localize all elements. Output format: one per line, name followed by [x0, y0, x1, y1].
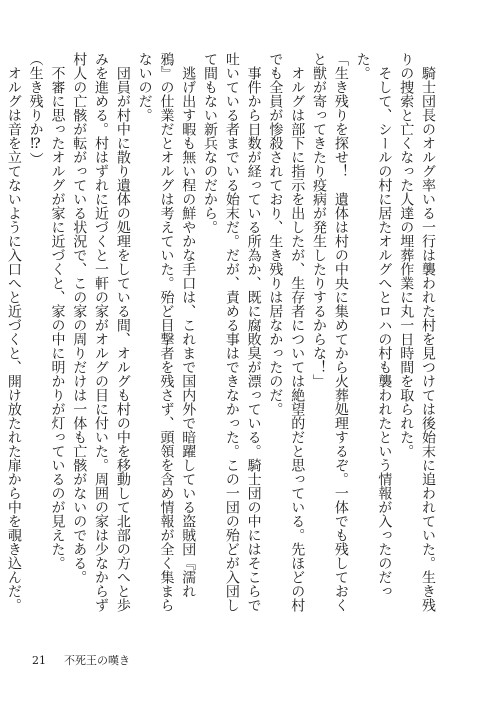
paragraph: 団員が村中に散り遺体の処理をしている間、オルグも村の中を移動して北部の方へと歩みを進める。村はずれに近づくと一軒の家がオルグの目に付いた。周囲の家は少なからず村人の亡骸が転がっている状況で、この家の周りだけは一体も亡骸がないのである。 — [71, 52, 131, 612]
body-text — [5, 52, 438, 612]
book-title: 不死王の嘆き — [64, 654, 130, 667]
page-footer — [32, 652, 130, 668]
paragraph: 騎士団長のオルグ率いる一行は襲われた村を見つけては後始末に追われていた。生き残りの捜索と亡くなった人達の埋葬作業に丸一日時間を取られた。 — [398, 52, 436, 612]
inner-thought-line: （生き残りか⁉） — [27, 52, 44, 166]
paragraph: オルグは音を立てないように入口へと近づくと、開け放たれた扉から中を覗き込んだ。 — [5, 66, 22, 612]
paragraph: 不審に思ったオルグが家に近づくと、家の中に明かりが灯っているのが見えた。 — [49, 66, 66, 570]
page-number: 21 — [32, 654, 46, 667]
dialogue-line: 「生き残りを探せ！ 遺体は村の中央に集めてから火葬処理するぞ。一体でも残しておくと獣が寄ってきたり疫病が発生したりするからな！」 — [311, 52, 349, 612]
paragraph: 逃げ出す暇も無い程の鮮やかな手口は、これまで国内外で暗躍している盗賊団『濡れ鴉』の仕業だとオルグは考えていた。殆ど目撃者を残さず、頭領を含め情報が全く集まらないのだ。 — [136, 52, 197, 612]
paragraph: そして、シールの村に居たオルグへとロハの村も襲われたという情報が入ったのだった。 — [354, 52, 393, 598]
paragraph: オルグは部下に指示を出したが、生存者については絶望的だと思っている。先ほどの村でも全員が惨殺されており、生き残りは居なかったのだ。 — [267, 52, 306, 612]
paragraph: 事件から日数が経っている所為か、既に腐敗臭が漂っている。騎士団の中にはそこらで吐いている者までいる始末だ。だが、責める事はできなかった。この一団の殆どが入団して間もない新兵なのだから。 — [202, 52, 262, 612]
